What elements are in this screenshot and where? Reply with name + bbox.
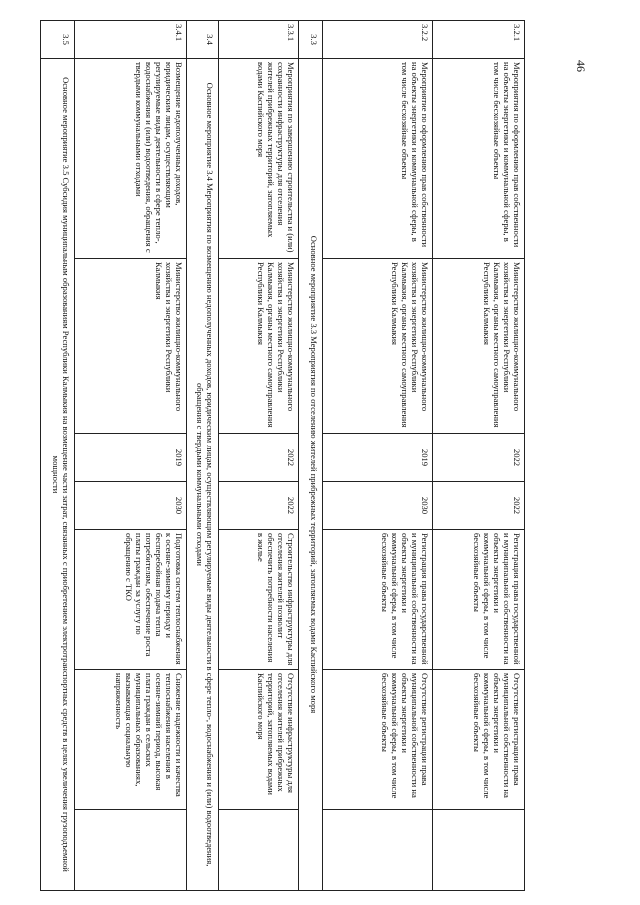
action-cell: Возмещение недополученных доходов, юридическим лицам, осуществляющим регулируемые виды деятельности в сфере тепло-, водоснабжения и (или) водоотведения, обращения с твердыми коммунальными отходами [75, 59, 187, 259]
section-title: Основное мероприятие 3.4 Мероприятия по возмещению недополученных доходов, юридическим лицам, осуществляющим регулируемые виды деятельности в сфере тепло-, водоснабжения и (или) водоотведения, обращения с твердыми коммунальными отходами [187, 59, 219, 891]
row-number: 3.3.1 [219, 21, 299, 59]
start-year-cell: 2019 [323, 434, 433, 482]
executor-cell: Министерство жилищно-коммунального хозяйства и энергетики Республики Калмыкия, органы местного самоуправления Республики Калмыкия [323, 259, 433, 434]
end-year-cell: 2022 [219, 482, 299, 530]
rotated-table-container [35, 20, 525, 890]
result-cell: Строительство инфраструктуры для отселения жителей позволит обеспечить потребности населения в жилье [219, 530, 299, 670]
section-row [187, 21, 219, 891]
end-year-cell: 2022 [433, 482, 525, 530]
table-row [219, 21, 299, 891]
result-cell: Регистрация права государственной и муниципальной собственности на объекты энергетики и коммунальной сферы, в том числе бесхозяйные объекты [433, 530, 525, 670]
executor-cell: Министерство жилищно-коммунального хозяйства и энергетики Республики Калмыкия, органы местного самоуправления Республики Калмыкия [219, 259, 299, 434]
action-cell: Мероприятия по завершению строительства и (или) сохранности инфраструктуры для отселения жителей прибрежных территорий, затопляемых водами Каспийского моря [219, 59, 299, 259]
start-year-cell: 2022 [433, 434, 525, 482]
consequence-cell: Снижение надежности и качества теплоснабжения населения в осенне-зимний период, высокая плата граждан в сельских муниципальных образованиях, вызывающая социальную напряженность [75, 670, 187, 810]
table-row [323, 21, 433, 891]
end-year-cell: 2030 [75, 482, 187, 530]
start-year-cell: 2019 [75, 434, 187, 482]
end-year-cell: 2030 [323, 482, 433, 530]
section-row [299, 21, 323, 891]
row-number: 3.4.1 [75, 21, 187, 59]
program-table [40, 20, 525, 891]
executor-cell: Министерство жилищно-коммунального хозяйства и энергетики Республики Калмыкия, органы местного самоуправления Республики Калмыкия [433, 259, 525, 434]
action-cell: Мероприятия по оформлению прав собственности на объекты энергетики и коммунальной сферы, в том числе бесхозяйные объекты [433, 59, 525, 259]
start-year-cell: 2022 [219, 434, 299, 482]
row-number: 3.3 [299, 21, 323, 59]
section-row [41, 21, 75, 891]
consequence-cell: Отсутствие регистрации права муниципальной собственности на объекты энергетики и коммунальной сферы, в том числе бесхозяйные объекты [433, 670, 525, 810]
consequence-cell: Отсутствие регистрации права муниципальной собственности на объекты энергетики и коммунальной сферы, в том числе бесхозяйные объекты [323, 670, 433, 810]
result-cell: Подготовка систем теплоснабжения к осенне-зимнему периоду и бесперебойная подача тепла потребителям, обеспечение роста платы граждан за услугу по обращению с ТКО [75, 530, 187, 670]
row-number: 3.2.1 [433, 21, 525, 59]
link-cell [75, 810, 187, 891]
consequence-cell: Отсутствие инфраструктуры для отселения жителей прибрежных территорий, затопляемых водами Каспийского моря [219, 670, 299, 810]
table-row [433, 21, 525, 891]
link-cell [323, 810, 433, 891]
action-cell: Мероприятие по оформлению прав собственности на объекты энергетики и коммунальной сферы, в том числе бесхозяйные объекты [323, 59, 433, 259]
link-cell [219, 810, 299, 891]
section-title: Основное мероприятие 3.3 Мероприятия по отселению жителей прибрежных территорий, затопляемых водами Каспийского моря [299, 59, 323, 891]
result-cell: Регистрация права государственной и муниципальной собственности на объекты энергетики и коммунальной сферы, в том числе бесхозяйные объекты [323, 530, 433, 670]
section-title: Основное мероприятие 3.5 Субсидия муниципальным образованиям Республики Калмыкия на возмещение части затрат, связанных с приобретением электротранспортных средств в целях увеличения грузоподъемной мощности [41, 59, 75, 891]
row-number: 3.2.2 [323, 21, 433, 59]
executor-cell: Министерство жилищно-коммунального хозяйства и энергетики Республики Калмыкия [75, 259, 187, 434]
table-row [75, 21, 187, 891]
link-cell [433, 810, 525, 891]
page-number: 46 [574, 60, 588, 72]
row-number: 3.5 [41, 21, 75, 59]
row-number: 3.4 [187, 21, 219, 59]
